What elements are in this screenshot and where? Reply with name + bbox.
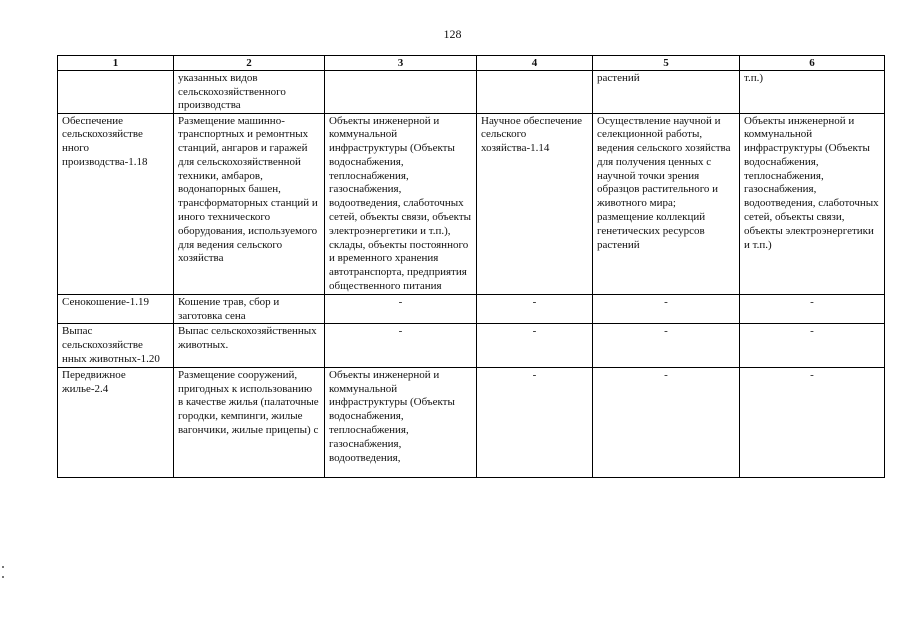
table-row (58, 71, 885, 114)
table-row (58, 367, 885, 477)
table-cell: - (593, 367, 740, 477)
table-cell: растений (593, 71, 740, 114)
table-cell (325, 71, 477, 114)
table-cell: - (477, 367, 593, 477)
table-cell: Размещение сооружений, пригодных к использованию в качестве жилья (палаточные городки, кемпинги, жилые вагончики, жилые прицепы) с (174, 367, 325, 477)
header-row (58, 56, 885, 71)
table-cell: - (740, 294, 885, 324)
table-row (58, 294, 885, 324)
table-cell: Передвижное жилье-2.4 (58, 367, 174, 477)
table-cell: - (593, 324, 740, 367)
table-cell: - (593, 294, 740, 324)
table-cell: - (740, 367, 885, 477)
table-cell: Размещение машинно-транспортных и ремонтных станций, ангаров и гаражей для сельскохозяйственной техники, амбаров, водонапорных башен, трансформаторных станций и иного технического оборудования, используемого для ведения сельского хозяйства (174, 113, 325, 294)
table-cell: Сенокошение-1.19 (58, 294, 174, 324)
table-cell: Объекты инженерной и коммунальной инфраструктуры (Объекты водоснабжения, теплоснабжения, газоснабжения, водоотведения, слаботочных сетей, объекты связи, объекты электроэнергетики и т.п.), склады, объекты постоянного и временного хранения автотранспорта, предприятия общественного питания (325, 113, 477, 294)
table-cell: т.п.) (740, 71, 885, 114)
table-cell: Выпас сельскохозяйстве нных животных-1.20 (58, 324, 174, 367)
scan-mark (2, 566, 4, 568)
scan-mark (2, 576, 4, 578)
table-cell: - (477, 294, 593, 324)
column-header: 1 (58, 56, 174, 71)
page-number: 128 (443, 27, 462, 41)
table-cell: указанных видов сельскохозяйственного производства (174, 71, 325, 114)
table-cell: Научное обеспечение сельского хозяйства-1.14 (477, 113, 593, 294)
table-cell (58, 71, 174, 114)
table-cell: Кошение трав, сбор и заготовка сена (174, 294, 325, 324)
table-cell: Осуществление научной и селекционной работы, ведения сельского хозяйства для получения ценных с научной точки зрения образцов растительного и животного мира; размещение коллекций генетических ресурсов растений (593, 113, 740, 294)
table-cell: - (325, 324, 477, 367)
column-header: 2 (174, 56, 325, 71)
table-row (58, 113, 885, 294)
land-use-table (57, 55, 885, 478)
column-header: 6 (740, 56, 885, 71)
table-cell: - (325, 294, 477, 324)
table-cell: - (740, 324, 885, 367)
table-cell: Обеспечение сельскохозяйстве нного производства-1.18 (58, 113, 174, 294)
column-header: 3 (325, 56, 477, 71)
column-header: 5 (593, 56, 740, 71)
table-cell: - (477, 324, 593, 367)
column-header: 4 (477, 56, 593, 71)
table-row (58, 324, 885, 367)
table-cell (477, 71, 593, 114)
table-cell: Объекты инженерной и коммунальной инфраструктуры (Объекты водоснабжения, теплоснабжения, газоснабжения, водоотведения, (325, 367, 477, 477)
table-cell: Выпас сельскохозяйственных животных. (174, 324, 325, 367)
table-cell: Объекты инженерной и коммунальной инфраструктуры (Объекты водоснабжения, теплоснабжения, газоснабжения, водоотведения, слаботочных сетей, объекты связи, объекты электроэнергетики и т.п.) (740, 113, 885, 294)
page-bottom-mask (57, 583, 885, 603)
